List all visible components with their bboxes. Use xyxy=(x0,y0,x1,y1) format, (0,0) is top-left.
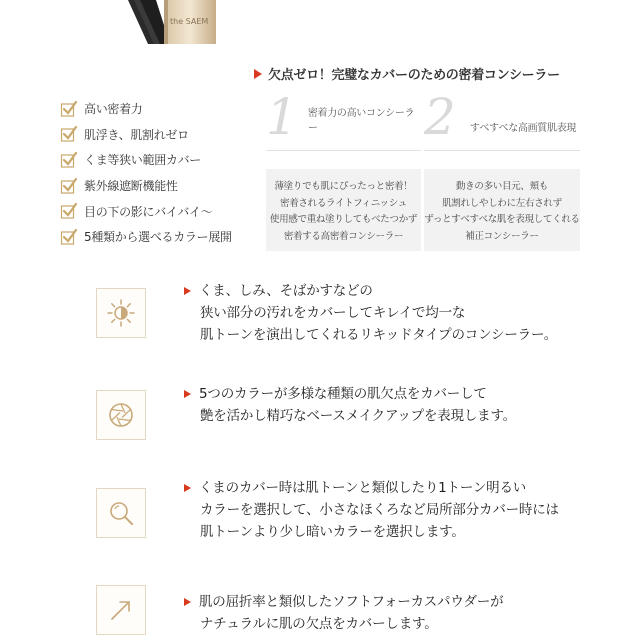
divider xyxy=(266,150,421,151)
comparison-line: 動きの多い目元、頬も xyxy=(455,181,548,192)
sun-icon xyxy=(106,298,136,328)
comparison-line: 密着する高密着コンシーラー xyxy=(283,230,404,242)
check-icon xyxy=(60,100,78,118)
bullet-triangle-icon xyxy=(184,287,191,295)
comparison-number: 2 xyxy=(424,88,456,146)
bullet-triangle-icon xyxy=(184,484,191,492)
feature-item xyxy=(60,147,260,173)
check-icon xyxy=(60,177,78,195)
divider xyxy=(424,150,580,151)
comparison-line: 密着されるライトフィニッシュ xyxy=(280,197,407,209)
detail-text-3 xyxy=(184,477,559,543)
detail-line: 狭い部分の汚れをカバーしてキレイで均一な xyxy=(200,305,466,321)
arrow-up-right-icon xyxy=(106,595,136,625)
comparison-1 xyxy=(266,88,421,251)
sun-icon-box xyxy=(96,288,146,338)
brand-logo: the SAEM xyxy=(170,17,209,26)
feature-list xyxy=(60,96,260,250)
feature-label: 肌浮き、肌割れゼロ xyxy=(84,127,189,142)
detail-line: くまのカバー時は肌トーンと類似したり1トーン明るい xyxy=(199,480,527,496)
magnifier-icon xyxy=(106,498,136,528)
detail-line: 肌トーンを演出してくれるリキッドタイプのコンシーラー。 xyxy=(200,327,558,343)
comparison-line: 使用感で重ね塗りしてもべたつかず xyxy=(269,214,418,225)
aperture-icon-box xyxy=(96,390,146,440)
bullet-triangle-icon xyxy=(184,598,191,606)
comparison-description xyxy=(424,169,580,251)
magnifier-icon-box xyxy=(96,488,146,538)
check-icon xyxy=(60,228,78,246)
comparison-line: ずっとすべすべな肌を表現してくれる xyxy=(424,214,580,225)
detail-text-2 xyxy=(184,383,516,427)
check-icon xyxy=(60,202,78,220)
feature-label: 目の下の影にバイバイ〜 xyxy=(84,204,213,219)
headline-row xyxy=(254,64,560,83)
detail-line: カラーを選択して、小さなほくろなど局所部分カバー時には xyxy=(200,502,559,518)
detail-line: 肌トーンより少し暗いカラーを選択します。 xyxy=(200,524,465,540)
detail-line: 5つのカラーが多様な種類の肌欠点をカバーして xyxy=(199,386,487,402)
detail-line: ナチュラルに肌の欠点をカバーします。 xyxy=(200,616,438,632)
product-image xyxy=(128,0,220,44)
detail-line: 艶を活かし精巧なベースメイクアップを表現します。 xyxy=(200,408,516,424)
feature-item xyxy=(60,198,260,224)
detail-text-1 xyxy=(184,280,557,346)
comparison-line: 薄塗りでも肌にぴったっと密着！ xyxy=(274,181,413,192)
feature-label: 5種類から選べるカラー展開 xyxy=(84,230,232,245)
comparison-title: すべすべな高画質肌表現 xyxy=(469,123,577,134)
detail-line: くま、しみ、そばかすなどの xyxy=(199,283,373,299)
comparison-2 xyxy=(424,88,580,251)
arrow-icon-box xyxy=(96,585,146,635)
feature-item xyxy=(60,224,260,250)
detail-line: 肌の屈折率と類似したソフトフォーカスパウダーが xyxy=(199,594,504,610)
check-icon xyxy=(60,151,78,169)
bullet-triangle-icon xyxy=(254,69,262,79)
feature-label: 高い密着力 xyxy=(84,102,143,117)
bullet-triangle-icon xyxy=(184,390,191,398)
feature-label: 紫外線遮断機能性 xyxy=(84,179,178,194)
detail-text-4 xyxy=(184,591,503,635)
feature-item xyxy=(60,173,260,199)
comparison-number: 1 xyxy=(266,88,298,146)
comparison-description xyxy=(266,169,421,251)
headline: 欠点ゼロ！完璧なカバーのための密着コンシーラー xyxy=(268,68,560,83)
feature-item xyxy=(60,122,260,148)
comparison-line: 肌割れしやしわに左右されず xyxy=(442,197,562,209)
aperture-icon xyxy=(106,400,136,430)
feature-item xyxy=(60,96,260,122)
comparison-title: 密着力の高いコンシーラー xyxy=(307,108,415,134)
check-icon xyxy=(60,125,78,143)
feature-label: くま等狭い範囲カバー xyxy=(84,153,202,168)
comparison-line: 補正コンシーラー xyxy=(465,230,539,242)
